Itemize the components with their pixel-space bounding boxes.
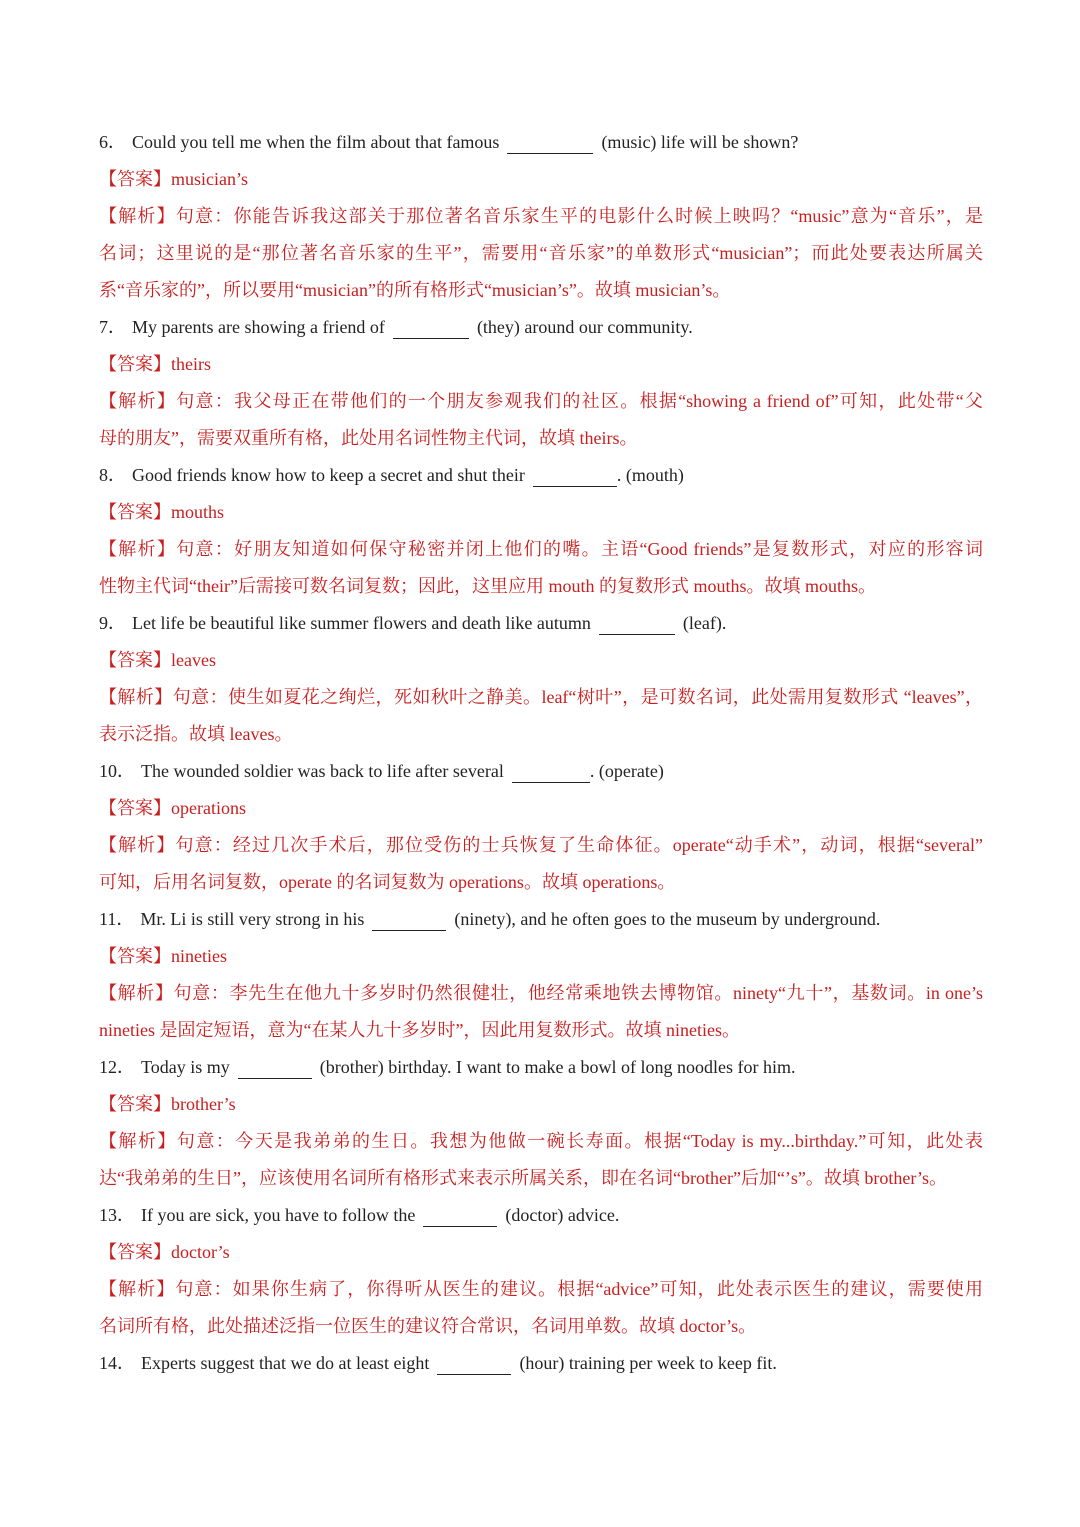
question-text-after: . (operate) [589,761,664,781]
question-6 [99,124,983,161]
answer-text: operations [171,798,246,818]
question-number: 7． [99,317,126,337]
analysis-7-line-1: 【解析】句意：我父母正在带他们的一个朋友参观我们的社区。根据“showing a friend of”可知，此处带“父 [99,391,983,411]
question-number: 6． [99,132,126,152]
analysis-13-line-1: 【解析】句意：如果你生病了，你得听从医生的建议。根据“advice”可知，此处表示医生的建议，需要使用 [99,1279,983,1299]
question-text-before: If you are sick, you have to follow the [141,1205,416,1225]
question-text-after: (they) around our community. [476,317,693,337]
question-text-before: Could you tell me when the film about that famous [132,132,500,152]
question-14 [99,1345,983,1382]
question-text-before: Mr. Li is still very strong in his [140,909,365,929]
answer-blank [238,1056,312,1079]
analysis-12-line-2: 达“我弟弟的生日”，应该使用名词所有格形式来表示所属关系，即在名词“brother”后加“’s”。故填 brother’s。 [99,1168,948,1188]
question-text-before: Today is my [141,1057,230,1077]
answer-12 [99,1086,983,1123]
question-8 [99,457,983,494]
question-text-after: (hour) training per week to keep fit. [519,1353,777,1373]
answer-text: nineties [171,946,227,966]
question-text-before: My parents are showing a friend of [132,317,385,337]
answer-blank [533,464,617,487]
answer-blank [437,1352,511,1375]
answer-13 [99,1234,983,1271]
answer-blank [507,131,593,154]
answer-8 [99,494,983,531]
question-number: 9． [99,613,126,633]
question-9 [99,605,983,642]
question-text-after: (ninety), and he often goes to the museum by underground. [454,909,881,929]
answer-blank [423,1204,497,1227]
answer-11 [99,938,983,975]
analysis-6-line-1: 【解析】句意：你能告诉我这部关于那位著名音乐家生平的电影什么时候上映吗？“music”意为“音乐”，是 [99,206,983,226]
answer-tag: 【答案】 [99,1094,171,1114]
question-text-before: Let life be beautiful like summer flowers and death like autumn [132,613,591,633]
answer-tag: 【答案】 [99,946,171,966]
answer-6 [99,161,983,198]
answer-tag: 【答案】 [99,354,171,374]
answer-text: mouths [171,502,225,522]
answer-blank [599,612,675,635]
question-number: 11． [99,909,135,929]
answer-tag: 【答案】 [99,1242,171,1262]
analysis-9-line-1: 【解析】句意：使生如夏花之绚烂，死如秋叶之静美。leaf“树叶”，是可数名词，此处需用复数形式 “leaves”， [99,687,983,707]
analysis-13-line-2: 名词所有格，此处描述泛指一位医生的建议符合常识，名词用单数。故填 doctor’s。 [99,1316,757,1336]
answer-blank [512,760,590,783]
question-text-before: The wounded soldier was back to life after several [141,761,504,781]
analysis-7-line-2: 母的朋友”，需要双重所有格，此处用名词性物主代词，故填 theirs。 [99,428,638,448]
answer-text: leaves [171,650,216,670]
analysis-11-line-1: 【解析】句意：李先生在他九十多岁时仍然很健壮，他经常乘地铁去博物馆。ninety“九十”，基数词。in one’s [99,983,983,1003]
question-number: 8． [99,465,126,485]
question-number: 12． [99,1057,135,1077]
question-text-before: Good friends know how to keep a secret and shut their [132,465,525,485]
analysis-6-line-2: 名词；这里说的是“那位著名音乐家的生平”，需要用“音乐家”的单数形式“musician”；而此处要表达所属关 [99,243,983,263]
analysis-11-line-2: nineties 是固定短语，意为“在某人九十多岁时”，因此用复数形式。故填 nineties。 [99,1020,740,1040]
question-text-after: (leaf). [682,613,727,633]
analysis-10-line-2: 可知，后用名词复数，operate 的名词复数为 operations。故填 operations。 [99,872,676,892]
question-12 [99,1049,983,1086]
analysis-6-line-3: 系“音乐家的”，所以要用“musician”的所有格形式“musician’s”。故填 musician’s。 [99,280,731,300]
question-number: 14． [99,1353,135,1373]
question-number: 10． [99,761,135,781]
analysis-12-line-1: 【解析】句意：今天是我弟弟的生日。我想为他做一碗长寿面。根据“Today is my...birthday.”可知，此处表 [99,1131,983,1151]
answer-text: doctor’s [171,1242,230,1262]
question-text-after: (brother) birthday. I want to make a bowl of long noodles for him. [319,1057,796,1077]
answer-blank [393,316,469,339]
answer-tag: 【答案】 [99,169,171,189]
answer-tag: 【答案】 [99,650,171,670]
analysis-9-line-2: 表示泛指。故填 leaves。 [99,724,293,744]
answer-9 [99,642,983,679]
answer-blank [372,908,446,931]
exercise-list [99,124,983,1382]
analysis-10-line-1: 【解析】句意：经过几次手术后，那位受伤的士兵恢复了生命体征。operate“动手术”，动词，根据“several” [99,835,983,855]
answer-text: brother’s [171,1094,236,1114]
question-text-before: Experts suggest that we do at least eight [141,1353,430,1373]
question-text-after: (music) life will be shown? [601,132,799,152]
answer-tag: 【答案】 [99,798,171,818]
answer-tag: 【答案】 [99,502,171,522]
answer-10 [99,790,983,827]
answer-text: theirs [171,354,211,374]
question-7 [99,309,983,346]
question-10 [99,753,983,790]
question-number: 13． [99,1205,135,1225]
question-11 [99,901,983,938]
answer-text: musician’s [171,169,248,189]
analysis-8-line-2: 性物主代词“their”后需接可数名词复数；因此，这里应用 mouth 的复数形式 mouths。故填 mouths。 [99,576,876,596]
analysis-8-line-1: 【解析】句意：好朋友知道如何保守秘密并闭上他们的嘴。主语“Good friends”是复数形式，对应的形容词 [99,539,983,559]
answer-7 [99,346,983,383]
question-text-after: (doctor) advice. [505,1205,620,1225]
question-text-after: . (mouth) [616,465,684,485]
question-13 [99,1197,983,1234]
